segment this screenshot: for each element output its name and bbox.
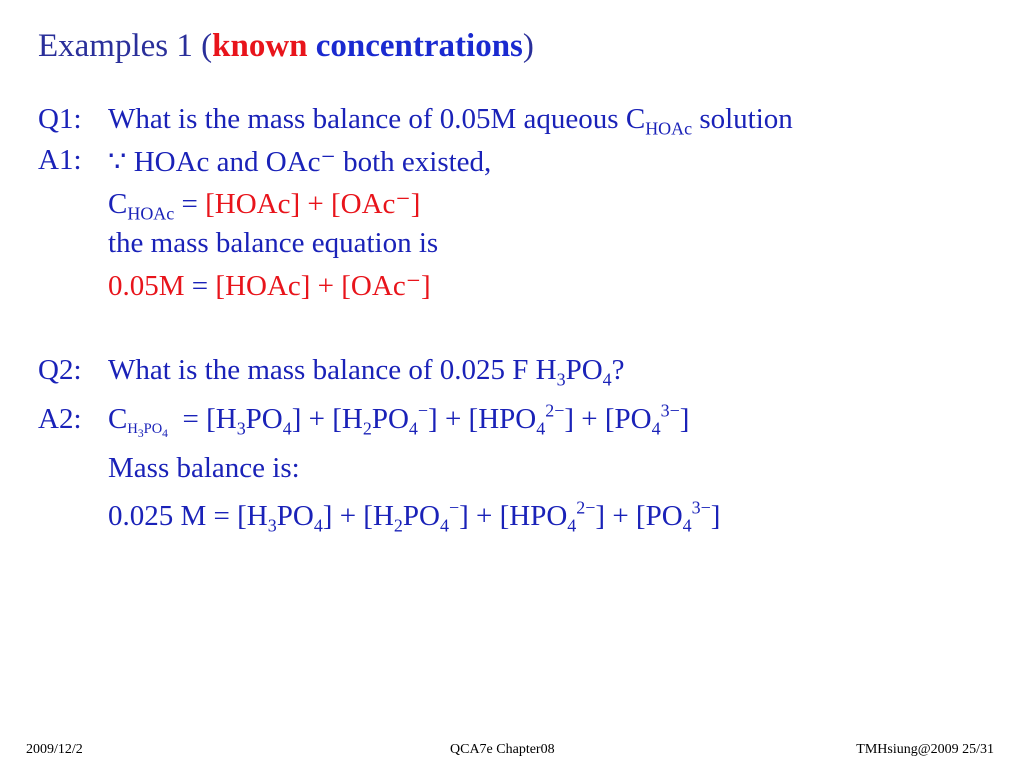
q1-label: Q1: (38, 103, 82, 135)
footer-date: 2009/12/2 (26, 742, 83, 757)
a2-line3: Mass balance is: (108, 452, 300, 484)
q2-label: Q2: (38, 354, 82, 386)
a1-line2: $C_{HOAc}$ = [HOAc] + [OAc⁻] (108, 188, 421, 224)
title-suffix: ) (522, 28, 534, 64)
a1-line3: the mass balance equation is (108, 227, 439, 259)
slide-title (38, 28, 534, 65)
a1-line4: 0.05M = [HOAc] + [OAc⁻] (108, 270, 431, 302)
a2-line4: 0.025 $M = [H_3PO_4] + [H_2PO_4^-] + [HPO_4^{2-}] + [PO_4^{3-}]$ (108, 497, 721, 536)
a1-line1: ∵ HOAc and OAc⁻ both existed, (108, 146, 492, 178)
q2-text: What is the mass balance of 0.025 F $H_3PO_4$? (108, 354, 625, 390)
q1-text: What is the mass balance of 0.05M aqueous $C_{HOAc}$ solution (108, 103, 793, 139)
footer-center: QCA7e Chapter08 (450, 742, 555, 757)
a2-equation: $C_{H_3PO_4} = [H_3PO_4] + [H_2PO_4^-] + [HPO_4^{2-}] + [PO_4^{3-}]$ (108, 400, 690, 441)
footer-right: TMHsiung@2009 25/31 (856, 742, 994, 757)
title-prefix: Examples 1 ( (38, 28, 213, 64)
a2-label: A2: (38, 403, 82, 435)
a1-label: A1: (38, 144, 82, 176)
title-concentrations: concentrations (307, 28, 523, 64)
title-known: known (212, 28, 308, 64)
